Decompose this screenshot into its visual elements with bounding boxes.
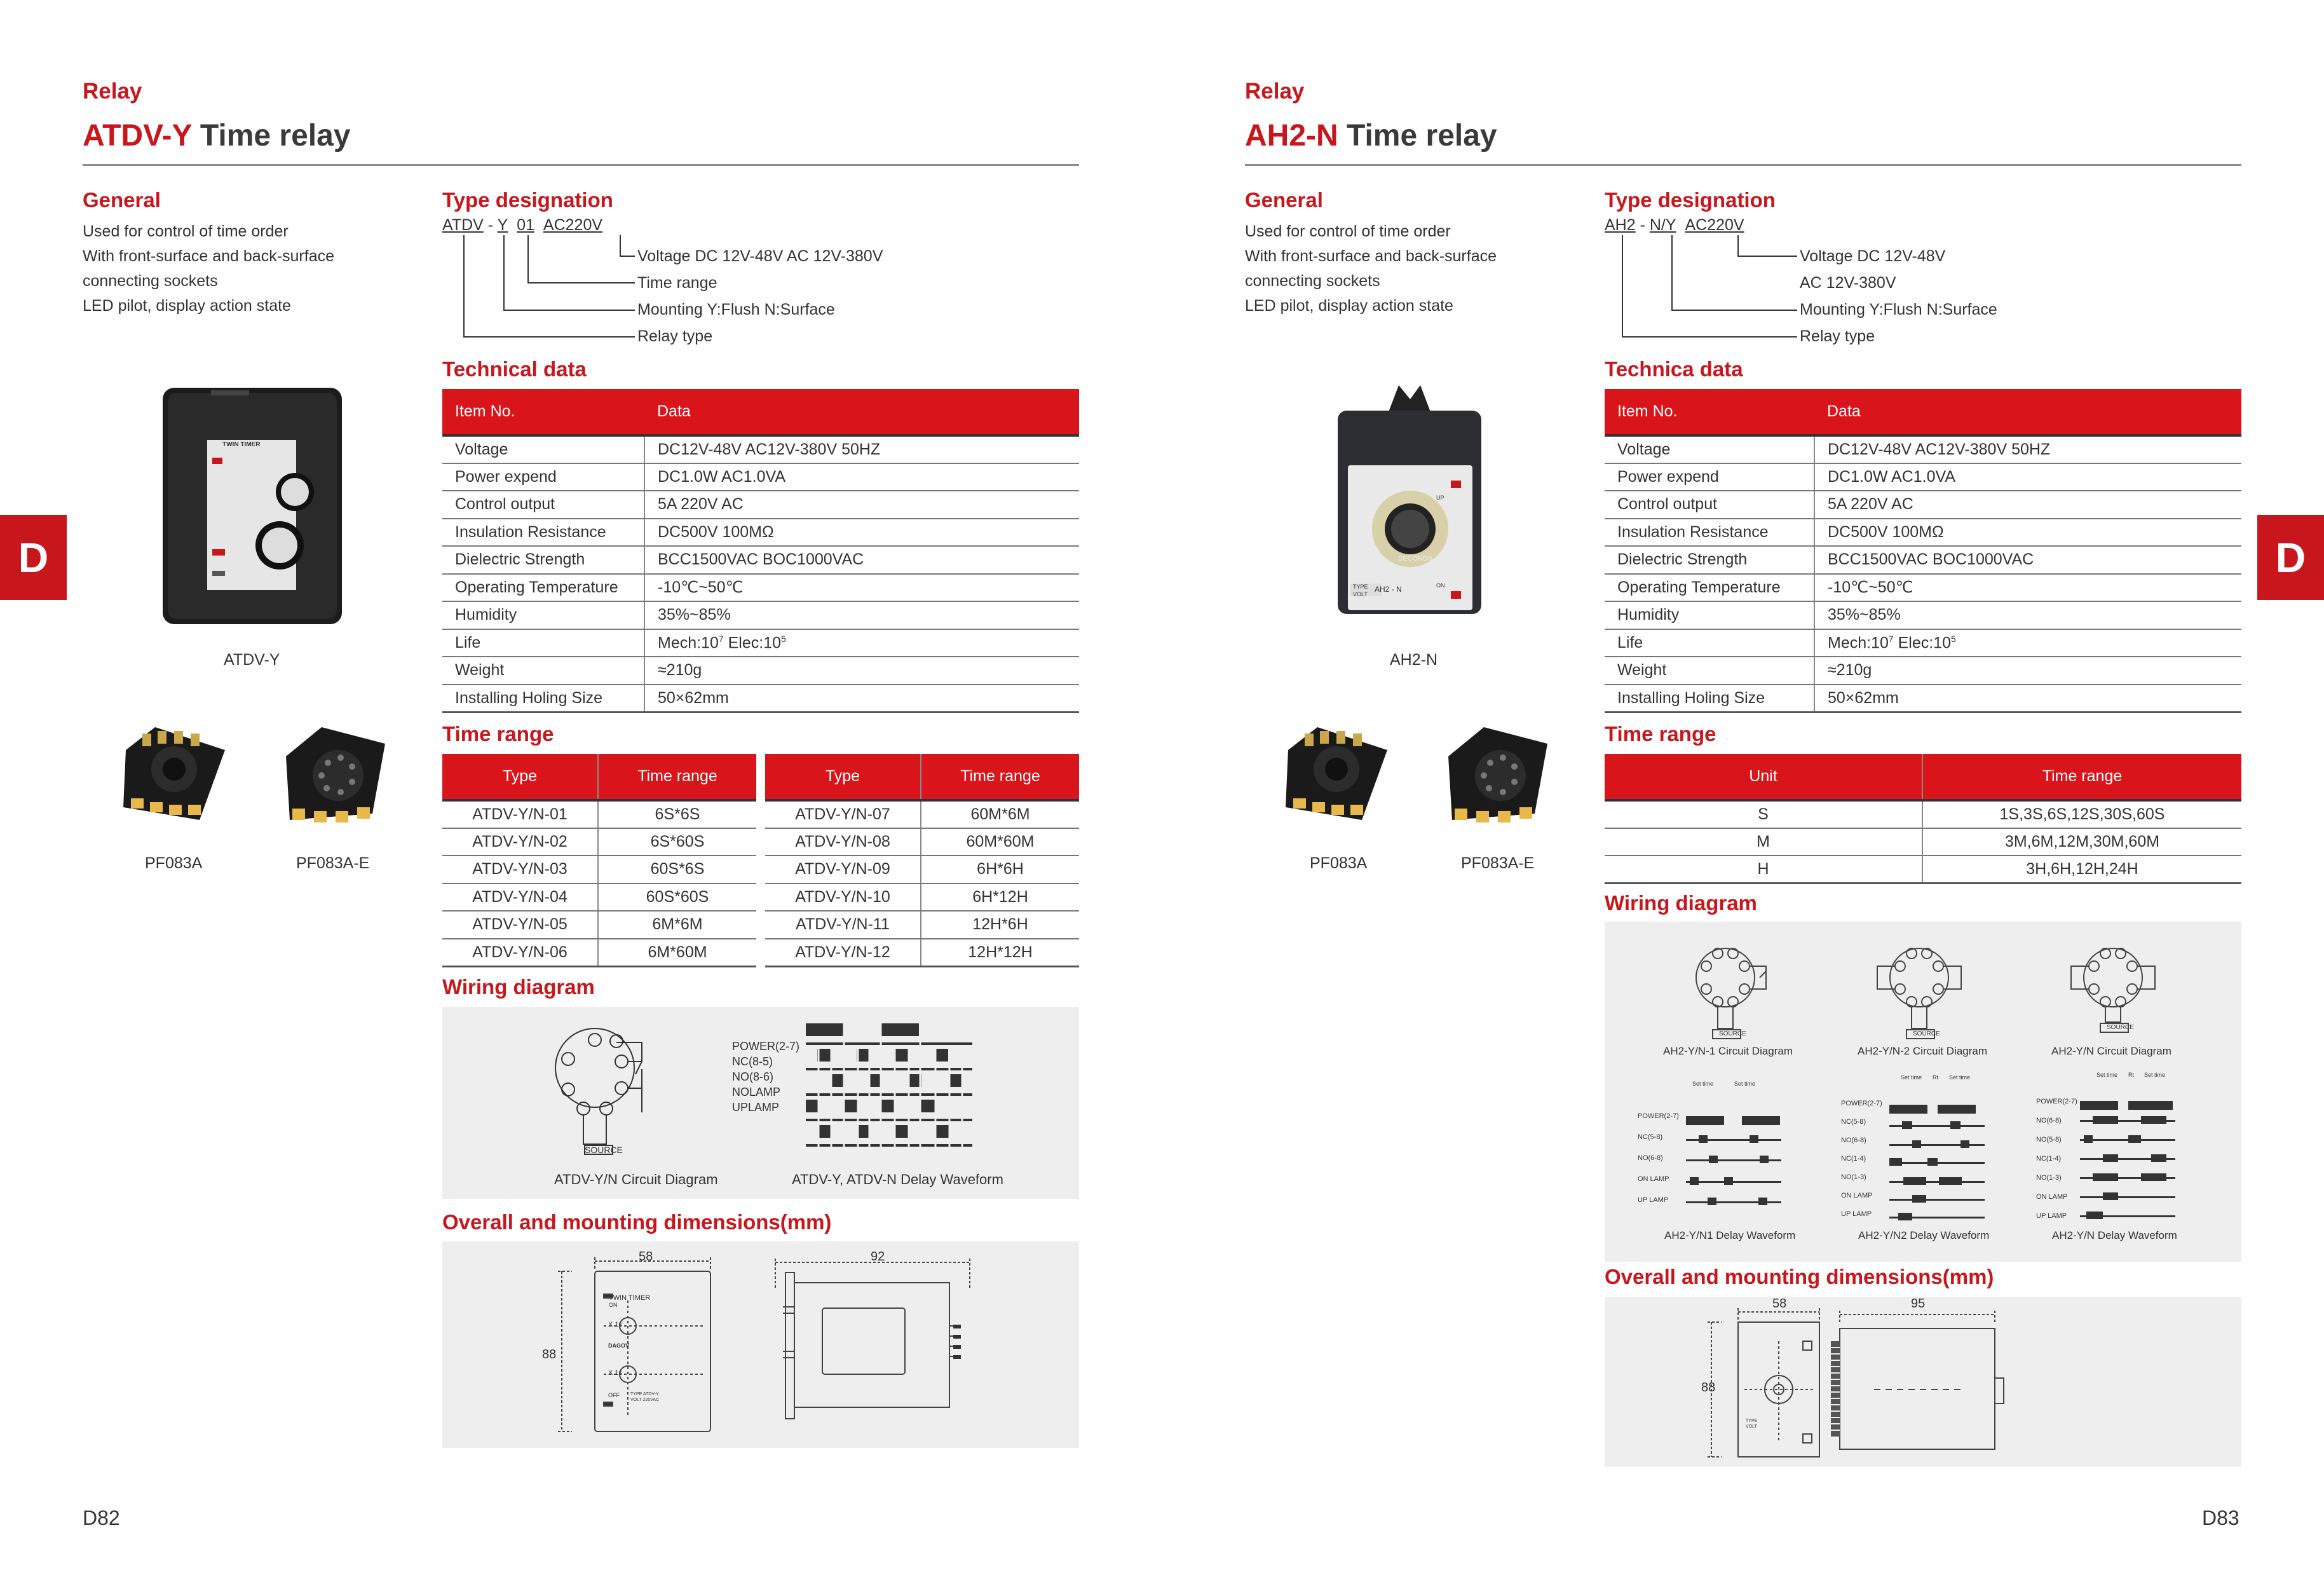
general-line: Used for control of time order xyxy=(83,222,289,240)
tech-item: Installing Holing Size xyxy=(442,685,644,713)
wave-label: POWER(2-7) xyxy=(1841,1100,1882,1107)
tech-value: 50×62mm xyxy=(1814,685,2241,713)
tech-item: Dielectric Strength xyxy=(1605,546,1814,574)
general-text xyxy=(83,219,334,318)
table-row xyxy=(442,574,1079,602)
table-row xyxy=(442,519,1079,547)
table-row xyxy=(442,884,756,911)
time-range: 6H*6H xyxy=(921,856,1079,884)
table-row xyxy=(1605,463,2241,491)
type-legend xyxy=(637,243,883,350)
life-elec: Elec:10 xyxy=(1893,633,1952,652)
wave-caption-2: AH2-Y/N2 Delay Waveform xyxy=(1858,1229,1990,1241)
time-range: 3H,6H,12H,24H xyxy=(1922,856,2241,884)
ah2-relay-image xyxy=(1325,380,1497,633)
page-number: D82 xyxy=(83,1506,120,1529)
product-up-label: UP xyxy=(1436,495,1444,501)
table-row xyxy=(442,463,1079,491)
general-heading: General xyxy=(1245,188,1323,212)
panel-x1s-label: X 1s xyxy=(608,1321,623,1328)
tech-header-data: Data xyxy=(1814,389,2241,435)
general-line: connecting sockets xyxy=(1245,272,1380,290)
section-tab: D xyxy=(0,515,67,600)
circuit-diagram xyxy=(547,1023,712,1163)
time-range: 6H*12H xyxy=(921,884,1079,911)
title-divider xyxy=(1245,164,2241,166)
table-row xyxy=(765,911,1079,939)
type-line: Relay type xyxy=(637,327,713,345)
time-type: ATDV-Y/N-07 xyxy=(765,800,921,828)
tech-item: Power expend xyxy=(442,463,644,491)
type-code-c: 01 xyxy=(517,216,534,234)
product-caption: ATDV-Y xyxy=(224,651,280,669)
tech-value: 35%~85% xyxy=(1814,601,2241,629)
wave-label: POWER(2-7) xyxy=(2036,1098,2077,1105)
time-range: 3M,6M,12M,30M,60M xyxy=(1922,828,2241,856)
tech-header-data: Data xyxy=(644,389,1079,435)
table-row xyxy=(442,685,1079,713)
source-label-1: SOURCE xyxy=(1719,1030,1746,1037)
table-row xyxy=(442,911,756,939)
tech-header-item: Item No. xyxy=(1605,389,1814,435)
type-code xyxy=(442,216,602,235)
table-row xyxy=(1605,629,2241,657)
time-range: 60S*60S xyxy=(598,884,756,911)
panel-dagov-label: DAGOV xyxy=(608,1342,630,1349)
type-heading: Type designation xyxy=(442,188,613,212)
panel-x1s-label-2: X 1s xyxy=(608,1369,623,1377)
tech-item: Humidity xyxy=(442,601,644,629)
type-code-a: AH2 xyxy=(1605,216,1636,234)
type-legend xyxy=(1800,243,1997,350)
tech-item: Operating Temperature xyxy=(1605,574,1814,602)
life-mech: Mech:10 xyxy=(1828,633,1889,652)
tech-item: Humidity xyxy=(1605,601,1814,629)
section-label: Relay xyxy=(83,79,142,104)
wave-label: NO(6-8) xyxy=(1841,1137,1866,1144)
wave-label: NC(5-8) xyxy=(1841,1118,1866,1126)
time-range: 1S,3S,6S,12S,30S,60S xyxy=(1922,800,2241,828)
type-code-b: Y xyxy=(497,216,508,234)
socket-pf083a-e-image xyxy=(1439,725,1554,833)
table-row xyxy=(765,884,1079,911)
time-unit: H xyxy=(1605,856,1922,884)
set-time-label-4: Set time xyxy=(1949,1074,1971,1081)
time-heading: Time range xyxy=(442,722,554,746)
life-mech-exp: 7 xyxy=(718,633,724,644)
time-range: 6M*6M xyxy=(598,911,756,939)
time-type: ATDV-Y/N-05 xyxy=(442,911,598,939)
tech-item: Life xyxy=(1605,629,1814,657)
general-text xyxy=(1245,219,1497,318)
general-heading: General xyxy=(83,188,161,212)
table-row xyxy=(765,828,1079,856)
product-type-label: TYPE xyxy=(1353,584,1368,590)
tech-value: 5A 220V AC xyxy=(644,491,1079,519)
wave-label: ON LAMP xyxy=(1638,1175,1669,1183)
tech-item: Life xyxy=(442,629,644,657)
tech-value: BCC1500VAC BOC1000VAC xyxy=(644,546,1079,574)
time-table-b xyxy=(765,754,1079,967)
dim-height: 88 xyxy=(1701,1381,1716,1395)
section-label: Relay xyxy=(1245,79,1305,104)
table-row xyxy=(1605,519,2241,547)
dim-height: 88 xyxy=(542,1348,557,1362)
type-code-d: AC220V xyxy=(543,216,603,234)
wave-label: NO(6-8) xyxy=(1638,1154,1663,1162)
rt-label-2: Rt xyxy=(2128,1072,2134,1078)
life-mech-exp: 7 xyxy=(1888,633,1894,644)
set-time-label-6: Set time xyxy=(2144,1072,2166,1078)
tech-heading: Technica data xyxy=(1605,357,1743,381)
time-unit: M xyxy=(1605,828,1922,856)
tech-item: Weight xyxy=(1605,657,1814,685)
source-label-2: SOURCE xyxy=(1913,1030,1940,1037)
tech-value: DC500V 100MΩ xyxy=(644,519,1079,547)
table-row xyxy=(442,629,1079,657)
title-divider xyxy=(83,164,1079,166)
page-title xyxy=(83,118,351,153)
dims-heading: Overall and mounting dimensions(mm) xyxy=(442,1210,832,1234)
delay-waveforms xyxy=(1686,1088,2232,1225)
time-range: 6S*6S xyxy=(598,800,756,828)
tech-value-life xyxy=(1814,629,2241,657)
dim-panel-volt: VOLT xyxy=(1746,1424,1757,1429)
tech-header-item: Item No. xyxy=(442,389,644,435)
tech-value: DC1.0W AC1.0VA xyxy=(1814,463,2241,491)
wave-caption-1: AH2-Y/N1 Delay Waveform xyxy=(1664,1229,1796,1241)
dim-width: 58 xyxy=(639,1250,653,1264)
table-row xyxy=(442,435,1079,463)
time-heading: Time range xyxy=(1605,722,1716,746)
circuit-caption-2: AH2-Y/N-2 Circuit Diagram xyxy=(1858,1045,1988,1057)
table-row xyxy=(1605,574,2241,602)
source-label-3: SOURCE xyxy=(2107,1024,2134,1031)
page-title xyxy=(1245,118,1497,153)
type-code xyxy=(1605,216,1744,235)
tech-heading: Technical data xyxy=(442,357,587,381)
tech-value: 35%~85% xyxy=(644,601,1079,629)
product-twin-label: TWIN TIMER xyxy=(222,441,261,448)
time-unit: S xyxy=(1605,800,1922,828)
socket-caption-2: PF083A-E xyxy=(1461,854,1535,872)
table-row xyxy=(1605,601,2241,629)
time-header-type: Type xyxy=(442,754,598,800)
time-type: ATDV-Y/N-01 xyxy=(442,800,598,828)
time-type: ATDV-Y/N-06 xyxy=(442,939,598,967)
title-rest: Time relay xyxy=(191,119,351,153)
time-header-range: Time range xyxy=(921,754,1079,800)
socket-pf083a-e-image xyxy=(277,725,391,833)
page-number: D83 xyxy=(2202,1506,2239,1529)
socket-caption-1: PF083A xyxy=(145,854,203,872)
title-model: ATDV-Y xyxy=(83,119,192,153)
wave-label: NC(1-4) xyxy=(2036,1155,2062,1163)
table-row xyxy=(1605,828,2241,856)
tech-value: -10℃~50℃ xyxy=(1814,574,2241,602)
tech-item: Insulation Resistance xyxy=(1605,519,1814,547)
wave-label: NO(6-8) xyxy=(2036,1117,2062,1124)
wave-label: NO(5-8) xyxy=(2036,1136,2062,1143)
socket-caption-1: PF083A xyxy=(1310,854,1368,872)
section-tab: D xyxy=(2257,515,2324,600)
waveform-labels xyxy=(732,1039,799,1115)
time-type: ATDV-Y/N-11 xyxy=(765,911,921,939)
table-row xyxy=(442,828,756,856)
type-code-sep: - xyxy=(1635,216,1650,234)
wave-label: NC(5-8) xyxy=(1638,1133,1663,1141)
product-on-label: ON xyxy=(1436,582,1445,589)
atdv-relay-image xyxy=(160,385,344,627)
panel-type-label: TYPE ATDV-Y xyxy=(630,1392,659,1396)
set-time-label-3: Set time xyxy=(1901,1074,1922,1081)
time-type: ATDV-Y/N-02 xyxy=(442,828,598,856)
time-table xyxy=(1605,754,2241,884)
table-row xyxy=(765,800,1079,828)
life-elec: Elec:10 xyxy=(723,633,782,652)
tech-value: ≈210g xyxy=(1814,657,2241,685)
time-range: 12H*6H xyxy=(921,911,1079,939)
tech-item: Weight xyxy=(442,657,644,685)
tech-item: Voltage xyxy=(442,435,644,463)
wave-label: ON LAMP xyxy=(1841,1192,1873,1199)
time-range: 6M*60M xyxy=(598,939,756,967)
time-header-type: Type xyxy=(765,754,921,800)
wave-label: UP LAMP xyxy=(2036,1212,2067,1220)
table-row xyxy=(1605,856,2241,884)
life-elec-exp: 5 xyxy=(1951,633,1956,644)
table-row xyxy=(442,601,1079,629)
time-type: ATDV-Y/N-03 xyxy=(442,856,598,884)
wiring-caption-circuit: ATDV-Y/N Circuit Diagram xyxy=(554,1171,718,1187)
wave-label: UP LAMP xyxy=(1638,1196,1669,1204)
time-range: 60S*6S xyxy=(598,856,756,884)
type-line: Relay type xyxy=(1800,327,1875,345)
type-line: Time range xyxy=(637,274,717,292)
time-range: 12H*12H xyxy=(921,939,1079,967)
wave-label: NO(8-6) xyxy=(732,1070,774,1083)
type-line: Mounting Y:Flush N:Surface xyxy=(1800,301,1997,318)
tech-value: ≈210g xyxy=(644,657,1079,685)
dim-depth: 92 xyxy=(871,1250,885,1264)
delay-waveform xyxy=(806,1021,972,1152)
life-mech: Mech:10 xyxy=(658,633,719,652)
general-line: LED pilot, display action state xyxy=(1245,297,1453,315)
table-row xyxy=(442,800,756,828)
product-volt-label: VOLT xyxy=(1353,591,1368,597)
wave-label: UP LAMP xyxy=(1841,1210,1872,1218)
tech-table xyxy=(1605,389,2241,713)
time-type: ATDV-Y/N-09 xyxy=(765,856,921,884)
panel-twin-label: TWIN TIMER xyxy=(609,1294,651,1302)
wave-label: NO(1-3) xyxy=(2036,1174,2062,1182)
tech-value: 50×62mm xyxy=(644,685,1079,713)
type-heading: Type designation xyxy=(1605,188,1776,212)
tech-value: BCC1500VAC BOC1000VAC xyxy=(1814,546,2241,574)
tech-value: DC500V 100MΩ xyxy=(1814,519,2241,547)
tech-value: DC12V-48V AC12V-380V 50HZ xyxy=(644,435,1079,463)
product-seconds-label: SECONDS xyxy=(1398,555,1433,563)
type-line: Mounting Y:Flush N:Surface xyxy=(637,301,835,318)
wave-label: NC(8-5) xyxy=(732,1055,773,1068)
panel-on-label: ON xyxy=(609,1302,618,1308)
circuit-diagrams xyxy=(1683,939,2255,1048)
general-line: Used for control of time order xyxy=(1245,222,1451,240)
time-range: 60M*6M xyxy=(921,800,1079,828)
title-rest: Time relay xyxy=(1338,119,1497,153)
tech-item: Power expend xyxy=(1605,463,1814,491)
wave-labels-1 xyxy=(1638,1106,1679,1211)
table-row xyxy=(1605,491,2241,519)
wave-caption-3: AH2-Y/N Delay Waveform xyxy=(2052,1229,2177,1241)
tech-item: Dielectric Strength xyxy=(442,546,644,574)
type-line: Voltage DC 12V-48V xyxy=(1800,247,1946,265)
tech-item: Operating Temperature xyxy=(442,574,644,602)
panel-volt-label: VOLT 220VAC xyxy=(630,1398,660,1402)
general-line: connecting sockets xyxy=(83,272,218,290)
dim-width: 58 xyxy=(1772,1297,1787,1311)
wave-label: NC(1-4) xyxy=(1841,1155,1866,1163)
type-line: AC 12V-380V xyxy=(1800,274,1896,292)
wave-label: NO(1-3) xyxy=(1841,1173,1866,1181)
wave-label: NOLAMP xyxy=(732,1086,781,1098)
table-row xyxy=(442,657,1079,685)
table-row xyxy=(442,491,1079,519)
circuit-caption-3: AH2-Y/N Circuit Diagram xyxy=(2051,1045,2171,1057)
set-time-label-5: Set time xyxy=(2096,1072,2118,1078)
tech-item: Voltage xyxy=(1605,435,1814,463)
tech-item: Insulation Resistance xyxy=(442,519,644,547)
table-row xyxy=(1605,546,2241,574)
tech-table xyxy=(442,389,1079,713)
time-header-range: Time range xyxy=(598,754,756,800)
rt-label-1: Rt xyxy=(1933,1074,1938,1081)
socket-pf083a-image xyxy=(117,725,231,833)
time-table-a xyxy=(442,754,756,967)
table-row xyxy=(442,546,1079,574)
table-row xyxy=(1605,435,2241,463)
panel-off-label: OFF xyxy=(608,1392,620,1398)
wiring-heading: Wiring diagram xyxy=(442,975,595,999)
table-row xyxy=(765,856,1079,884)
type-line: Voltage DC 12V-48V AC 12V-380V xyxy=(637,247,883,265)
dims-heading: Overall and mounting dimensions(mm) xyxy=(1605,1265,1994,1288)
wave-label: ON LAMP xyxy=(2036,1193,2068,1201)
wave-label: POWER(2-7) xyxy=(732,1040,800,1053)
table-row xyxy=(442,939,756,967)
life-elec-exp: 5 xyxy=(781,633,786,644)
table-row xyxy=(1605,685,2241,713)
wiring-caption-wave: ATDV-Y, ATDV-N Delay Waveform xyxy=(792,1171,1003,1187)
right-page xyxy=(1162,0,2324,1577)
wave-label: POWER(2-7) xyxy=(1638,1112,1679,1120)
title-model: AH2-N xyxy=(1245,119,1338,153)
general-line: LED pilot, display action state xyxy=(83,297,291,315)
type-code-sep: - xyxy=(483,216,498,234)
tech-item: Installing Holing Size xyxy=(1605,685,1814,713)
type-connector-lines xyxy=(442,235,639,350)
time-type: ATDV-Y/N-12 xyxy=(765,939,921,967)
source-label: SOURCE xyxy=(585,1145,623,1155)
product-caption: AH2-N xyxy=(1390,651,1438,669)
table-row xyxy=(1605,800,2241,828)
time-type: ATDV-Y/N-10 xyxy=(765,884,921,911)
tech-item: Control output xyxy=(1605,491,1814,519)
set-time-label-2: Set time xyxy=(1734,1081,1756,1087)
set-time-label-1: Set time xyxy=(1692,1081,1714,1087)
socket-pf083a-image xyxy=(1279,725,1394,833)
type-code-d: AC220V xyxy=(1685,216,1744,234)
table-row xyxy=(1605,657,2241,685)
tech-value: DC1.0W AC1.0VA xyxy=(644,463,1079,491)
tech-item: Control output xyxy=(442,491,644,519)
dim-depth: 95 xyxy=(1911,1297,1926,1311)
type-connector-lines xyxy=(1605,235,1802,350)
table-row xyxy=(765,939,1079,967)
general-line: With front-surface and back-surface xyxy=(83,247,334,265)
time-type: ATDV-Y/N-08 xyxy=(765,828,921,856)
tech-value: 5A 220V AC xyxy=(1814,491,2241,519)
tech-value-life xyxy=(644,629,1079,657)
circuit-caption-1: AH2-Y/N-1 Circuit Diagram xyxy=(1663,1045,1793,1057)
wiring-heading: Wiring diagram xyxy=(1605,891,1757,915)
table-row xyxy=(442,856,756,884)
type-code-a: ATDV xyxy=(442,216,484,234)
wave-label: UPLAMP xyxy=(732,1101,780,1114)
time-range: 6S*60S xyxy=(598,828,756,856)
time-header-range: Time range xyxy=(1922,754,2241,800)
tech-value: DC12V-48V AC12V-380V 50HZ xyxy=(1814,435,2241,463)
time-type: ATDV-Y/N-04 xyxy=(442,884,598,911)
product-model-label: AH2 - N xyxy=(1375,585,1402,594)
dims-drawing xyxy=(1683,1297,2141,1465)
time-range: 60M*60M xyxy=(921,828,1079,856)
dim-panel-type: TYPE xyxy=(1746,1419,1758,1423)
general-line: With front-surface and back-surface xyxy=(1245,247,1497,265)
time-header-unit: Unit xyxy=(1605,754,1922,800)
tech-value: -10℃~50℃ xyxy=(644,574,1079,602)
type-code-b: N/Y xyxy=(1649,216,1676,234)
socket-caption-2: PF083A-E xyxy=(296,854,370,872)
